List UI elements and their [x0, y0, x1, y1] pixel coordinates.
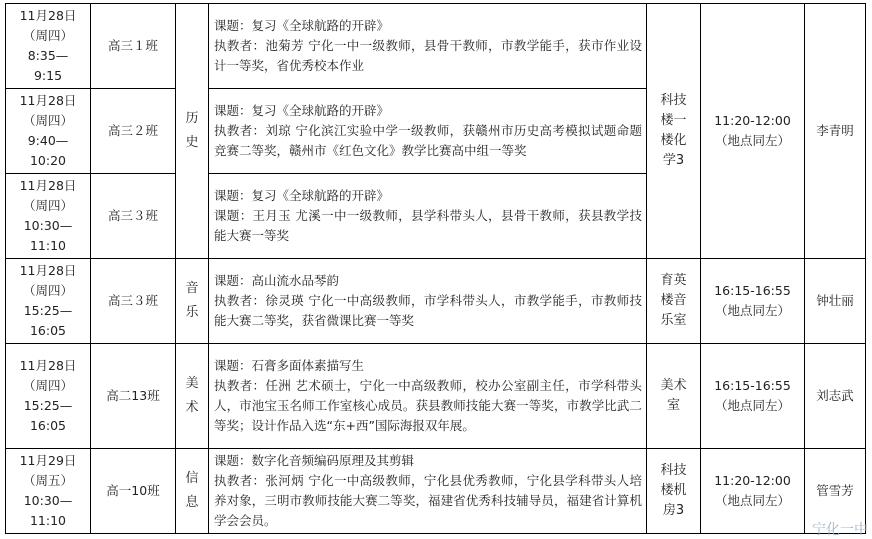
subject-cell: 音乐 — [176, 259, 209, 344]
table-row — [6, 449, 866, 534]
place-cell: 科技楼一楼化学3 — [647, 4, 701, 259]
datetime-cell: 11月28日 （周四） 10:30— 11:10 — [6, 174, 91, 259]
lesson-cell: 课题：复习《全球航路的开辟》 执教者：刘琼 宁化滨江实验中学一级教师，获赣州市历史高考模拟试题命题竞赛二等奖，赣州市《红色文化》教学比赛高中组一等奖 — [209, 89, 647, 174]
table-row — [6, 4, 866, 89]
lesson-cell: 课题：高山流水品琴韵 执教者：徐灵瑛 宁化一中高级教师，市学科带头人，市教学能手，市教师技能大赛二等奖，获省微课比赛一等奖 — [209, 259, 647, 344]
datetime-cell: 11月29日 （周五） 10:30— 11:10 — [6, 449, 91, 534]
eval-cell: 16:15-16:55 （地点同左） — [701, 344, 805, 449]
host-cell: 钟壮丽 — [805, 259, 866, 344]
datetime-cell: 11月28日 （周四） 15:25— 16:05 — [6, 344, 91, 449]
table-row — [6, 259, 866, 344]
class-cell: 高三３班 — [91, 174, 176, 259]
host-cell: 李青明 — [805, 4, 866, 259]
class-cell: 高三３班 — [91, 259, 176, 344]
schedule-table — [5, 3, 866, 534]
place-cell: 育英楼音乐室 — [647, 259, 701, 344]
class-cell: 高二13班 — [91, 344, 176, 449]
class-cell: 高三１班 — [91, 4, 176, 89]
place-cell: 美术室 — [647, 344, 701, 449]
eval-cell: 11:20-12:00 （地点同左） — [701, 449, 805, 534]
table-row — [6, 344, 866, 449]
datetime-cell: 11月28日 （周四） 9:40— 10:20 — [6, 89, 91, 174]
host-cell: 刘志武 — [805, 344, 866, 449]
subject-cell: 历史 — [176, 4, 209, 259]
host-cell: 管雪芳 — [805, 449, 866, 534]
lesson-cell: 课题：数字化音频编码原理及其剪辑 执教者：张河炳 宁化一中高级教师，宁化县优秀教师，宁化县学科带头人培养对象，三明市教师技能大赛二等奖，福建省优秀科技辅导员，福建省计算机学会会员。 — [209, 449, 647, 534]
datetime-cell: 11月28日 （周四） 8:35— 9:15 — [6, 4, 91, 89]
lesson-cell: 课题：复习《全球航路的开辟》 课题：王月玉 尤溪一中一级教师，县学科带头人，县骨干教师，获县教学技能大赛一等奖 — [209, 174, 647, 259]
lesson-cell: 课题：复习《全球航路的开辟》 执教者：池菊芳 宁化一中一级教师，县骨干教师，市教学能手，获市作业设计一等奖，省优秀校本作业 — [209, 4, 647, 89]
class-cell: 高一10班 — [91, 449, 176, 534]
lesson-cell: 课题：石膏多面体素描写生 执教者：任洲 艺术硕士，宁化一中高级教师，校办公室副主任，市学科带头人，市池宝玉名师工作室核心成员。获县教师技能大赛一等奖，市教学比武二等奖；设计作品入选“东+西”国际海报双年展。 — [209, 344, 647, 449]
datetime-cell: 11月28日 （周四） 15:25— 16:05 — [6, 259, 91, 344]
subject-cell: 美术 — [176, 344, 209, 449]
watermark: 宁化一中 — [812, 522, 868, 538]
eval-cell: 16:15-16:55 （地点同左） — [701, 259, 805, 344]
eval-cell: 11:20-12:00 （地点同左） — [701, 4, 805, 259]
subject-cell: 信息 — [176, 449, 209, 534]
place-cell: 科技楼机房3 — [647, 449, 701, 534]
class-cell: 高三２班 — [91, 89, 176, 174]
